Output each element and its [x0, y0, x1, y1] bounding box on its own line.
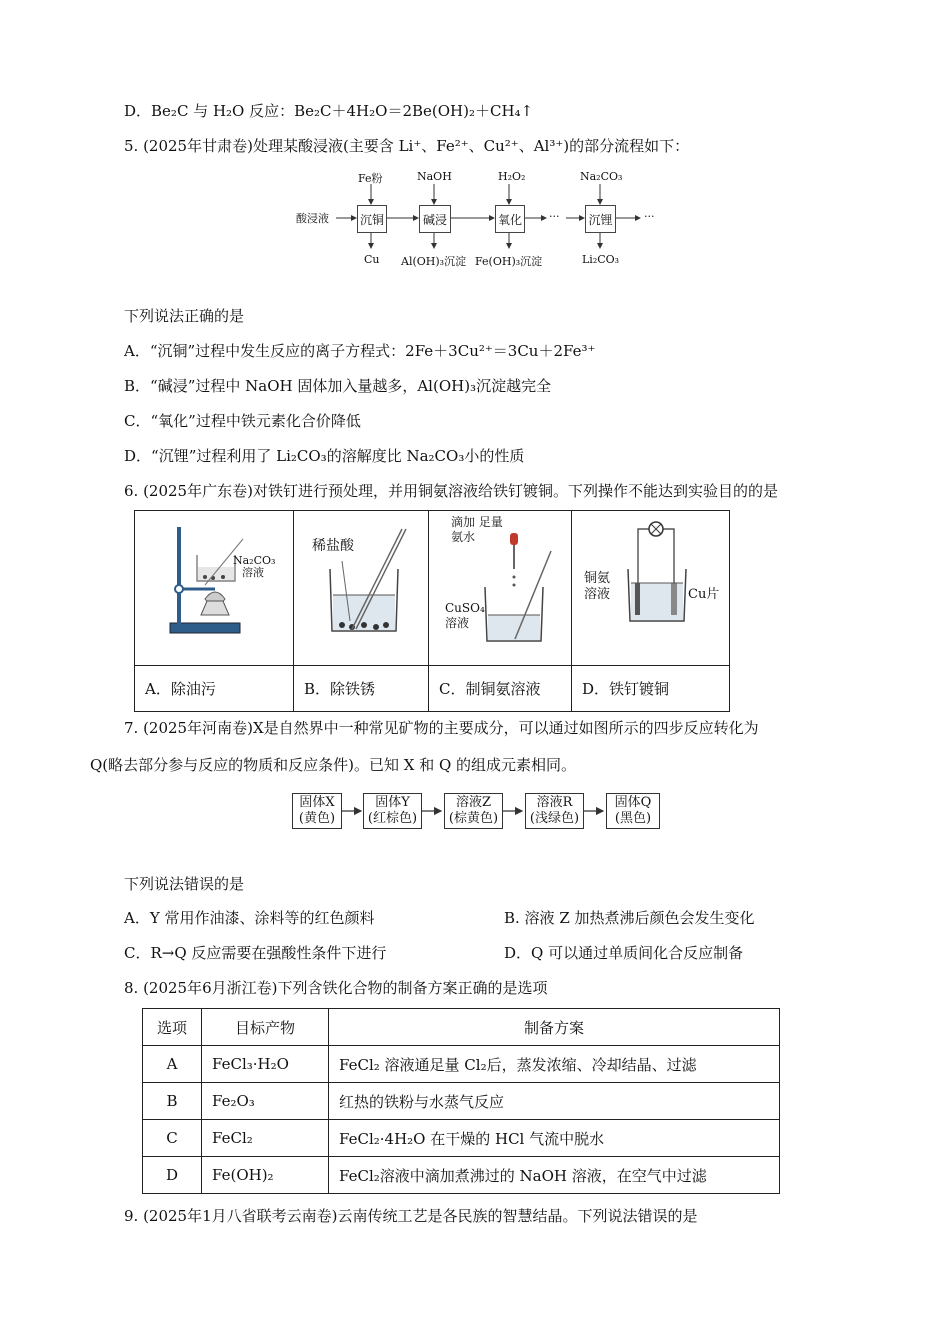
node-name: 固体Y	[375, 795, 410, 810]
node-color: (黑色)	[614, 811, 652, 826]
q8-stem: 8. (2025年6月浙江卷)下列含铁化合物的制备方案正确的是选项	[124, 979, 548, 997]
q8-table	[142, 1008, 780, 1194]
q5-prompt: 下列说法正确的是	[124, 307, 245, 325]
node-color: (棕黄色)	[448, 811, 499, 826]
add-ammonia-label: 滴加 足量氨水	[451, 515, 503, 544]
node-color: (红棕色)	[367, 811, 418, 826]
table-row	[143, 1083, 780, 1120]
table-row	[143, 1120, 780, 1157]
q6-experiment-table	[134, 510, 730, 712]
flow-node	[606, 793, 660, 829]
flow-product: Al(OH)₃沉淀	[401, 255, 467, 268]
q7-option-b: B. 溶液 Z 加热煮沸后颜色会发生变化	[504, 909, 755, 927]
q5-option-d: D．“沉锂”过程利用了 Li₂CO₃的溶解度比 Na₂CO₃小的性质	[124, 447, 525, 465]
table-cell: Fe(OH)₂	[202, 1157, 329, 1194]
table-header-row	[143, 1009, 780, 1046]
node-name: 固体X	[299, 795, 335, 810]
dilute-hcl-label: 稀盐酸	[312, 538, 354, 554]
q7-stem-line2: Q(略去部分参与反应的物质和反应条件)。已知 X 和 Q 的组成元素相同。	[90, 756, 577, 774]
table-cell: FeCl₂	[202, 1120, 329, 1157]
option-cell: A．除油污	[135, 666, 294, 712]
table-cell: 红热的铁粉与水蒸气反应	[329, 1083, 780, 1120]
flow-reagent: H₂O₂	[498, 170, 526, 183]
node-color: (浅绿色)	[529, 811, 580, 826]
q5-option-c: C．“氧化”过程中铁元素化合价降低	[124, 412, 361, 430]
flow-node	[292, 793, 342, 829]
node-name: 溶液R	[536, 795, 573, 810]
table-cell: FeCl₃·H₂O	[202, 1046, 329, 1083]
q7-option-a: A．Y 常用作油漆、涂料等的红色颜料	[124, 909, 375, 927]
flow-reagent: Na₂CO₃	[580, 170, 623, 183]
table-cell: D	[143, 1157, 202, 1194]
flow-product: Li₂CO₃	[582, 253, 620, 266]
table-cell: B	[143, 1083, 202, 1120]
flow-ellipsis: ···	[549, 210, 560, 223]
flow-step-box: 氧化	[495, 205, 525, 233]
q7-option-c: C．R→Q 反应需要在强酸性条件下进行	[124, 944, 387, 962]
flow-product: Fe(OH)₃沉淀	[475, 255, 543, 268]
figure-cell-a	[135, 511, 294, 666]
flow-reagent: NaOH	[417, 170, 452, 183]
copper-ammonia-solution-label: 铜氨 溶液	[584, 571, 611, 602]
flow-node	[444, 793, 503, 829]
table-header: 选项	[143, 1009, 202, 1046]
table-cell: A	[143, 1046, 202, 1083]
node-name: 固体Q	[614, 795, 652, 810]
option-label: D．	[124, 102, 152, 120]
option-text: Be₂C 与 H₂O 反应：Be₂C＋4H₂O＝2Be(OH)₂＋CH₄↑	[151, 102, 534, 120]
figure-cell-c	[429, 511, 572, 666]
q5-option-a: A．“沉铜”过程中发生反应的离子方程式：2Fe＋3Cu²⁺＝3Cu＋2Fe³⁺	[124, 342, 596, 360]
cuso4-solution-label: CuSO₄ 溶液	[445, 601, 485, 630]
flow-start-label: 酸浸液	[296, 212, 329, 225]
q9-stem: 9. (2025年1月八省联考云南卷)云南传统工艺是各民族的智慧结晶。下列说法错误的是	[124, 1207, 698, 1225]
figure-cell-d	[572, 511, 730, 666]
node-name: 溶液Z	[455, 795, 492, 810]
node-color: (黄色)	[298, 811, 336, 826]
q5-option-b: B．“碱浸”过程中 NaOH 固体加入量越多，Al(OH)₃沉淀越完全	[124, 377, 552, 395]
table-cell: C	[143, 1120, 202, 1157]
q7-option-d: D．Q 可以通过单质间化合反应制备	[504, 944, 744, 962]
table-cell: Fe₂O₃	[202, 1083, 329, 1120]
option-cell: B．除铁锈	[294, 666, 429, 712]
flow-node	[525, 793, 584, 829]
flow-ellipsis: ···	[644, 210, 655, 223]
table-header: 制备方案	[329, 1009, 780, 1046]
option-cell: C．制铜氨溶液	[429, 666, 572, 712]
table-header: 目标产物	[202, 1009, 329, 1046]
q5-stem: 5. (2025年甘肃卷)处理某酸浸液(主要含 Li⁺、Fe²⁺、Cu²⁺、Al³⁺)的部分流程如下：	[124, 137, 690, 155]
flow-step-box: 沉铜	[357, 205, 387, 233]
na2co3-solution-label: Na₂CO₃ 溶液	[233, 554, 276, 579]
rust-removal-figure	[294, 511, 428, 661]
table-cell: FeCl₂ 溶液通足量 Cl₂后，蒸发浓缩、冷却结晶、过滤	[329, 1046, 780, 1083]
copper-plate-label: Cu片	[688, 587, 720, 602]
table-cell: FeCl₂溶液中滴加煮沸过的 NaOH 溶液，在空气中过滤	[329, 1157, 780, 1194]
flow-step-box: 碱浸	[419, 205, 451, 233]
flow-node	[363, 793, 422, 829]
q6-stem: 6. (2025年广东卷)对铁钉进行预处理，并用铜氨溶液给铁钉镀铜。下列操作不能达到实验目的的是	[124, 482, 778, 500]
option-cell: D．铁钉镀铜	[572, 666, 730, 712]
q5-flow-arrows	[0, 0, 950, 280]
table-cell: FeCl₂·4H₂O 在干燥的 HCl 气流中脱水	[329, 1120, 780, 1157]
flow-step-box: 沉锂	[585, 205, 616, 233]
degreasing-apparatus-figure	[135, 511, 293, 661]
q7-stem-line1: 7. (2025年河南卷)X是自然界中一种常见矿物的主要成分，可以通过如图所示的四步反应转化为	[124, 719, 759, 737]
flow-product: Cu	[364, 253, 380, 266]
table-row	[143, 1157, 780, 1194]
flow-reagent: Fe粉	[358, 172, 383, 185]
q7-prompt: 下列说法错误的是	[124, 875, 245, 893]
figure-cell-b	[294, 511, 429, 666]
table-row	[143, 1046, 780, 1083]
